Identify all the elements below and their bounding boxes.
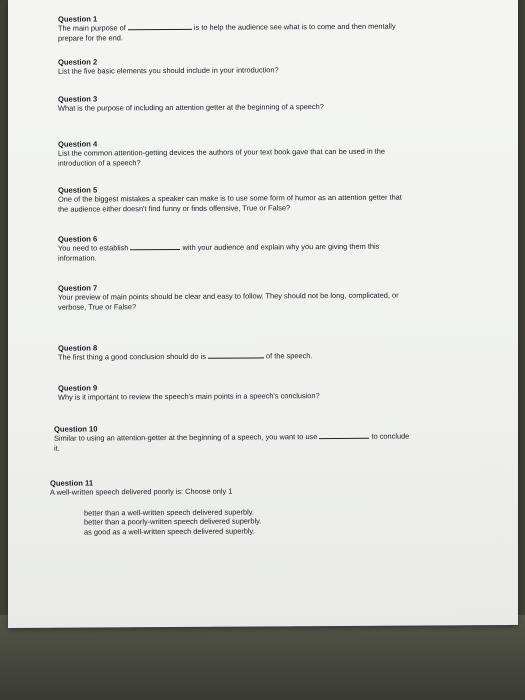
question-10-answer-blank[interactable] — [319, 438, 369, 439]
question-1-answer-blank[interactable] — [128, 29, 192, 30]
question-11-choice-3[interactable]: as good as a well-written speech delivered superbly. — [84, 526, 255, 537]
question-8-text-before: The first thing a good conclusion should do is — [58, 352, 206, 363]
question-8 — [58, 341, 498, 363]
question-8-text-after: of the speech. — [266, 351, 313, 361]
question-11 — [50, 476, 490, 537]
floor-background — [0, 615, 525, 700]
question-5 — [58, 183, 498, 214]
question-1-text-before: The main purpose of — [58, 23, 126, 34]
question-5-text-line1: One of the biggest mistakes a speaker can make is to use some form of humor as an attention getter that — [58, 193, 402, 205]
question-5-text-line2: the audience either doesn't find funny or finds offensive, True or False? — [58, 203, 291, 214]
question-10-text-after: to conclude — [371, 431, 410, 442]
question-1 — [58, 12, 498, 43]
question-3 — [58, 92, 498, 114]
question-4 — [58, 137, 498, 168]
question-9-title: Question 9 — [58, 383, 98, 393]
question-7-text-line2: verbose, True or False? — [58, 302, 137, 312]
question-8-answer-blank[interactable] — [208, 358, 264, 359]
question-6 — [58, 232, 498, 263]
question-11-choice-2[interactable]: better than a poorly-written speech delivered superbly. — [84, 516, 262, 527]
question-6-answer-blank[interactable] — [130, 249, 180, 250]
question-6-title: Question 6 — [58, 234, 98, 244]
question-11-text: A well-written speech delivered poorly is: Choose only 1 — [50, 487, 233, 498]
question-4-text-line2: introduction of a speech? — [58, 158, 141, 168]
question-4-text-line1: List the common attention-getting devices the authors of your text book gave that can be used in the — [58, 147, 386, 159]
question-9 — [58, 381, 498, 403]
question-2 — [58, 55, 498, 77]
question-3-text: What is the purpose of including an attention getter at the beginning of a speech? — [58, 102, 324, 114]
question-10 — [54, 422, 494, 453]
question-11-title: Question 11 — [50, 478, 94, 488]
question-7-text-line1: Your preview of main points should be clear and easy to follow. They should not be long, complicated, or — [58, 291, 399, 303]
question-1-text-after: is to help the audience see what is to come and then mentally — [193, 22, 396, 33]
question-2-text: List the five basic elements you should include in your introduction? — [58, 65, 279, 77]
question-6-text-before: You need to establish — [58, 243, 129, 254]
question-9-text: Why is it important to review the speech's main points in a speech's conclusion? — [58, 391, 320, 403]
question-6-text-after: with your audience and explain why you are giving them this — [182, 242, 380, 253]
question-6-text-line2: information. — [58, 253, 97, 263]
question-1-title: Question 1 — [58, 14, 98, 24]
question-1-text-line2: prepare for the end. — [58, 33, 123, 43]
question-4-title: Question 4 — [58, 139, 98, 149]
question-7 — [58, 281, 498, 312]
question-10-text-before: Similar to using an attention-getter at the beginning of a speech, you want to use — [54, 432, 318, 444]
worksheet-page — [8, 0, 518, 628]
question-7-title: Question 7 — [58, 283, 98, 293]
question-10-text-line2: it. — [54, 443, 60, 453]
question-10-title: Question 10 — [54, 424, 98, 434]
question-8-title: Question 8 — [58, 343, 98, 353]
question-2-title: Question 2 — [58, 57, 98, 67]
question-3-title: Question 3 — [58, 94, 98, 104]
question-11-choice-1[interactable]: better than a well-written speech delivered superbly. — [84, 507, 254, 518]
question-5-title: Question 5 — [58, 185, 98, 195]
